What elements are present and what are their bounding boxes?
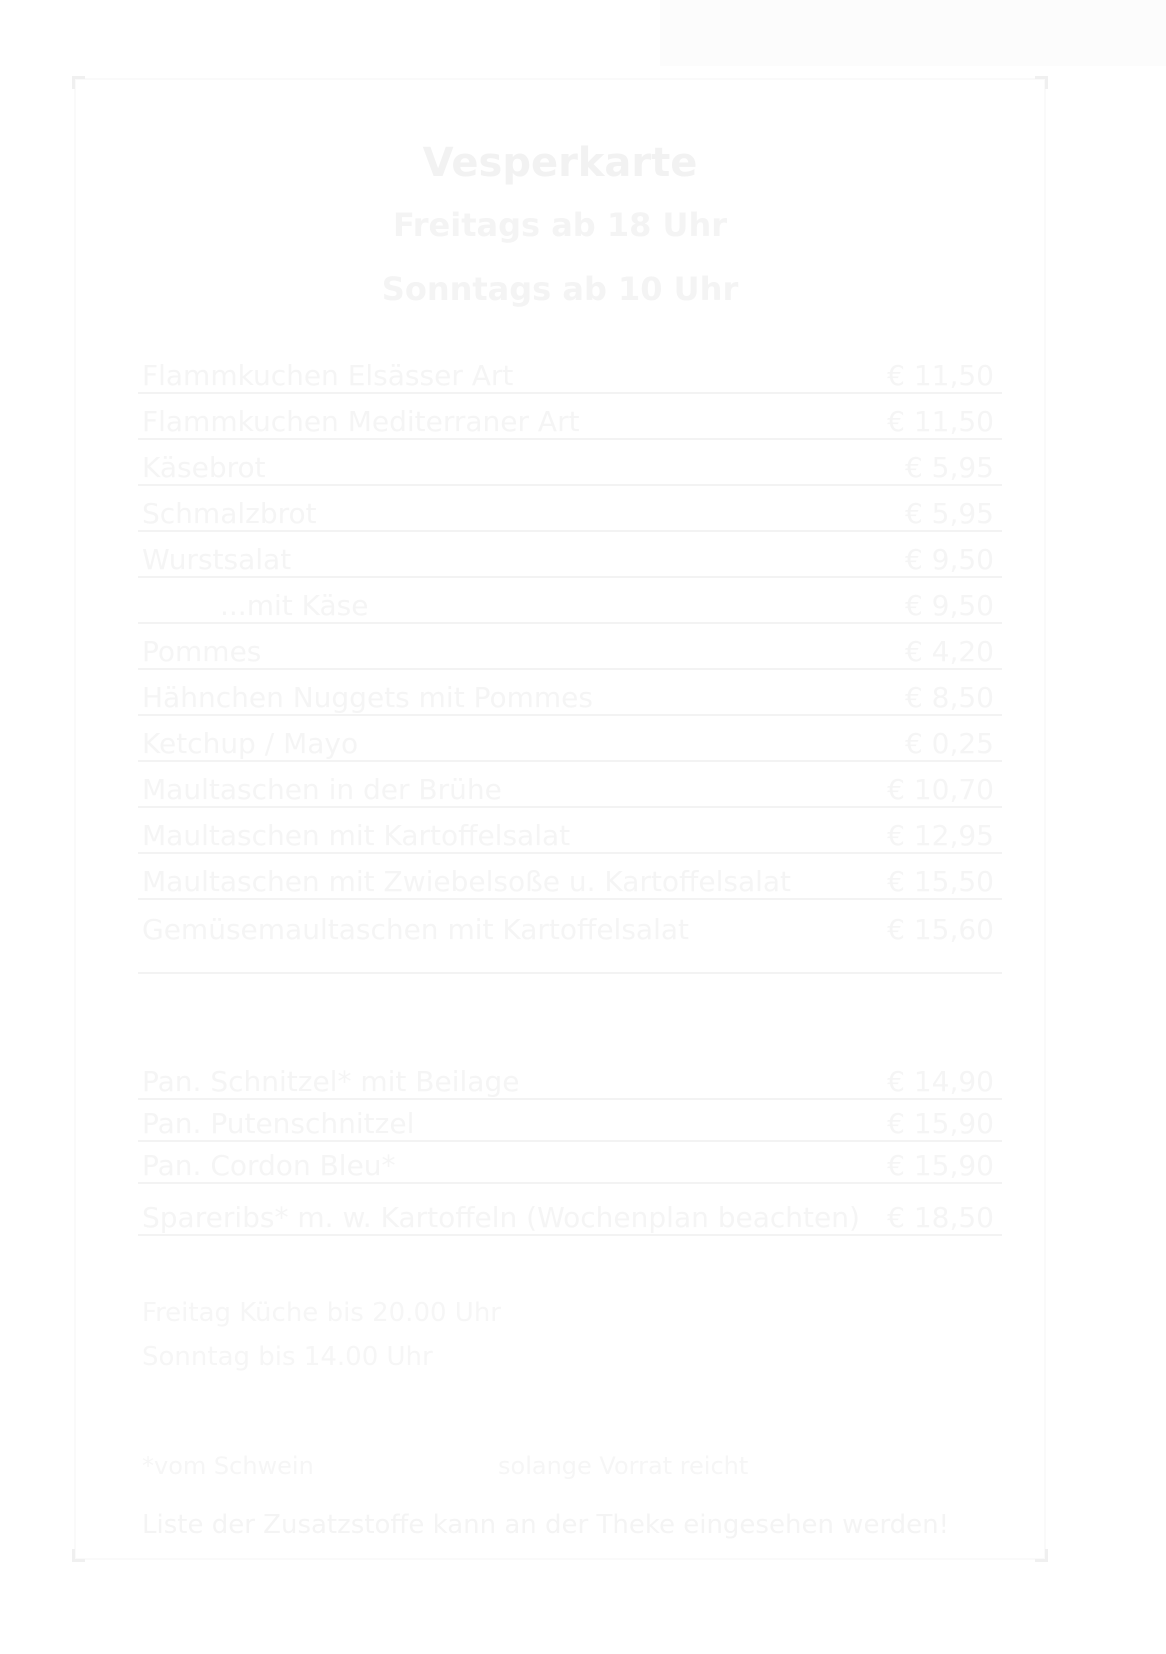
item-name: Käsebrot bbox=[142, 451, 266, 484]
item-price: € 11,50 bbox=[887, 405, 994, 438]
special-list bbox=[138, 1190, 1002, 1236]
menu-item bbox=[138, 808, 1002, 854]
menu-item bbox=[138, 440, 1002, 486]
item-price: € 5,95 bbox=[904, 451, 994, 484]
menu-item bbox=[138, 348, 1002, 394]
item-name: Flammkuchen Elsässer Art bbox=[142, 359, 514, 392]
item-name: Ketchup / Mayo bbox=[142, 727, 359, 760]
opening-friday: Freitags ab 18 Uhr bbox=[392, 206, 728, 244]
item-price: € 15,50 bbox=[887, 865, 994, 898]
footer-notes bbox=[142, 1452, 1002, 1480]
item-name: Hähnchen Nuggets mit Pommes bbox=[142, 681, 593, 714]
corner-mark bbox=[72, 76, 85, 89]
menu-item bbox=[138, 716, 1002, 762]
pork-note: *vom Schwein bbox=[142, 1452, 314, 1480]
item-price: € 5,95 bbox=[904, 497, 994, 530]
menu-item bbox=[138, 1142, 1002, 1184]
item-price: € 4,20 bbox=[904, 635, 994, 668]
item-name: Flammkuchen Mediterraner Art bbox=[142, 405, 580, 438]
menu-item-special bbox=[138, 1190, 1002, 1236]
menu-item bbox=[138, 394, 1002, 440]
item-price: € 18,50 bbox=[887, 1201, 994, 1234]
item-name: Pan. Schnitzel* mit Beilage bbox=[142, 1065, 520, 1098]
menu-item bbox=[138, 1100, 1002, 1142]
item-price: € 12,95 bbox=[887, 819, 994, 852]
item-price: € 11,50 bbox=[887, 359, 994, 392]
item-name: Wurstsalat bbox=[142, 543, 292, 576]
menu-item bbox=[138, 854, 1002, 900]
item-price: € 8,50 bbox=[904, 681, 994, 714]
kitchen-hours-sunday: Sonntag bis 14.00 Uhr bbox=[142, 1342, 433, 1372]
item-price: € 0,25 bbox=[904, 727, 994, 760]
item-price: € 15,60 bbox=[887, 913, 994, 946]
item-price: € 14,90 bbox=[887, 1065, 994, 1098]
item-name: ...mit Käse bbox=[220, 589, 369, 622]
menu-item bbox=[138, 1058, 1002, 1100]
menu-card bbox=[74, 78, 1046, 1560]
menu-item bbox=[138, 486, 1002, 532]
menu-title: Vesperkarte bbox=[422, 140, 698, 186]
kitchen-hours-friday: Freitag Küche bis 20.00 Uhr bbox=[142, 1298, 501, 1328]
item-price: € 9,50 bbox=[904, 543, 994, 576]
corner-mark bbox=[72, 1549, 85, 1562]
menu-item bbox=[138, 762, 1002, 808]
item-name: Gemüsemaultaschen mit Kartoffelsalat bbox=[142, 913, 689, 946]
menu-item bbox=[138, 670, 1002, 716]
schnitzel-list bbox=[138, 1058, 1002, 1184]
item-name: Maultaschen mit Kartoffelsalat bbox=[142, 819, 571, 852]
allergen-note: Liste der Zusatzstoffe kann an der Theke eingesehen werden! bbox=[142, 1510, 950, 1540]
item-name: Maultaschen mit Zwiebelsoße u. Kartoffelsalat bbox=[142, 865, 792, 898]
item-name: Pan. Putenschnitzel bbox=[142, 1107, 415, 1140]
item-name: Spareribs* m. w. Kartoffeln (Wochenplan beachten) bbox=[142, 1201, 860, 1234]
item-name: Schmalzbrot bbox=[142, 497, 317, 530]
menu-list bbox=[138, 348, 1002, 974]
menu-item bbox=[138, 624, 1002, 670]
item-price: € 15,90 bbox=[887, 1149, 994, 1182]
menu-item bbox=[138, 532, 1002, 578]
item-price: € 9,50 bbox=[904, 589, 994, 622]
item-name: Pan. Cordon Bleu* bbox=[142, 1149, 396, 1182]
item-name: Maultaschen in der Brühe bbox=[142, 773, 502, 806]
corner-mark bbox=[1035, 1549, 1048, 1562]
item-name: Pommes bbox=[142, 635, 262, 668]
opening-sunday: Sonntags ab 10 Uhr bbox=[381, 270, 739, 308]
top-shadow-strip bbox=[660, 0, 1166, 66]
stock-note: solange Vorrat reicht bbox=[498, 1452, 749, 1480]
menu-item bbox=[138, 578, 1002, 624]
item-price: € 10,70 bbox=[887, 773, 994, 806]
menu-item bbox=[138, 900, 1002, 946]
corner-mark bbox=[1035, 76, 1048, 89]
divider bbox=[138, 946, 1002, 974]
item-price: € 15,90 bbox=[887, 1107, 994, 1140]
